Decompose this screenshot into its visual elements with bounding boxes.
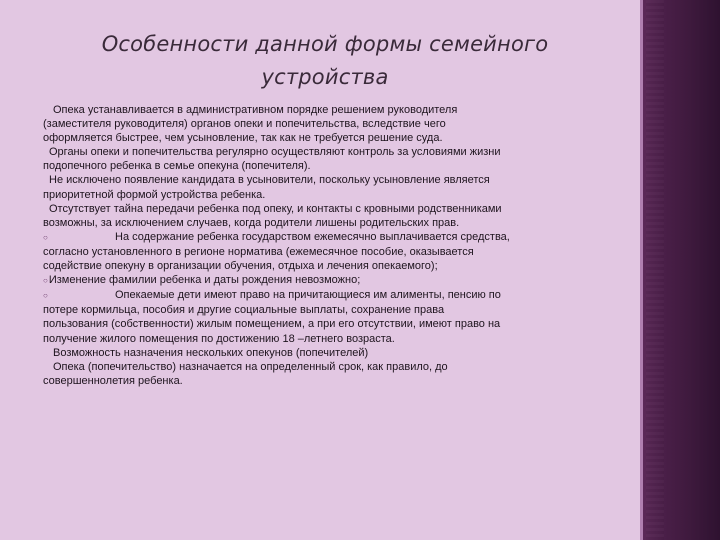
bullet-icon: ○ (43, 232, 48, 242)
body-line: пользования (собственности) жилым помещением, а при его отсутствии, имеют право на (43, 318, 501, 331)
body-line: Органы опеки и попечительства регулярно осуществляют контроль за условиями жизни (49, 146, 501, 159)
title-line-2: устройства (261, 65, 389, 89)
body-line: оформляется быстрее, чем усыновление, так как не требуется решение суда. (43, 132, 443, 145)
body-line: согласно установленного в регионе норматива (ежемесячное пособие, оказывается (43, 245, 474, 258)
body-line: Не исключено появление кандидата в усыновители, поскольку усыновление является (49, 174, 490, 187)
body-line: Возможность назначения нескольких опекунов (попечителей) (53, 346, 369, 359)
body-line: приоритетной формой устройства ребенка. (43, 188, 266, 201)
body-line: совершеннолетия ребенка. (43, 374, 183, 387)
bullet-item (43, 230, 605, 245)
body-line: (заместителя руководителя) органов опеки и попечительства, вследствие чего (43, 118, 446, 131)
body-line: потере кормильца, пособия и другие социальные выплаты, сохранение права (43, 304, 445, 317)
slide-title (40, 28, 610, 94)
bullet-text: Опекаемые дети имеют право на причитающиеся им алименты, пенсию по (115, 289, 501, 302)
title-line-1: Особенности данной формы семейного (101, 32, 549, 56)
body-line: получение жилого помещения по достижению 18 –летнего возраста. (43, 332, 395, 345)
slide-body (43, 103, 605, 388)
bullet-icon: ○ (43, 291, 48, 301)
bullet-text: Изменение фамилии ребенка и даты рождения невозможно; (48, 274, 361, 287)
bullet-item (43, 273, 605, 288)
bullet-item (43, 288, 605, 303)
bullet-icon: ○ (43, 276, 48, 286)
body-line: Отсутствует тайна передачи ребенка под опеку, и контакты с кровными родственниками (49, 202, 502, 215)
decorative-side-band (640, 0, 720, 540)
body-line: Опека устанавливается в административном порядке решением руководителя (53, 104, 458, 116)
bullet-text: На содержание ребенка государством ежемесячно выплачивается средства, (115, 230, 510, 243)
body-line: Опека (попечительство) назначается на определенный срок, как правило, до (53, 360, 448, 373)
body-line: содействие опекуну в организации обучения, отдыха и лечения опекаемого); (43, 260, 438, 273)
body-line: возможны, за исключением случаев, когда родители лишены родительских прав. (43, 216, 460, 229)
body-line: подопечного ребенка в семье опекуна (попечителя). (43, 160, 311, 173)
